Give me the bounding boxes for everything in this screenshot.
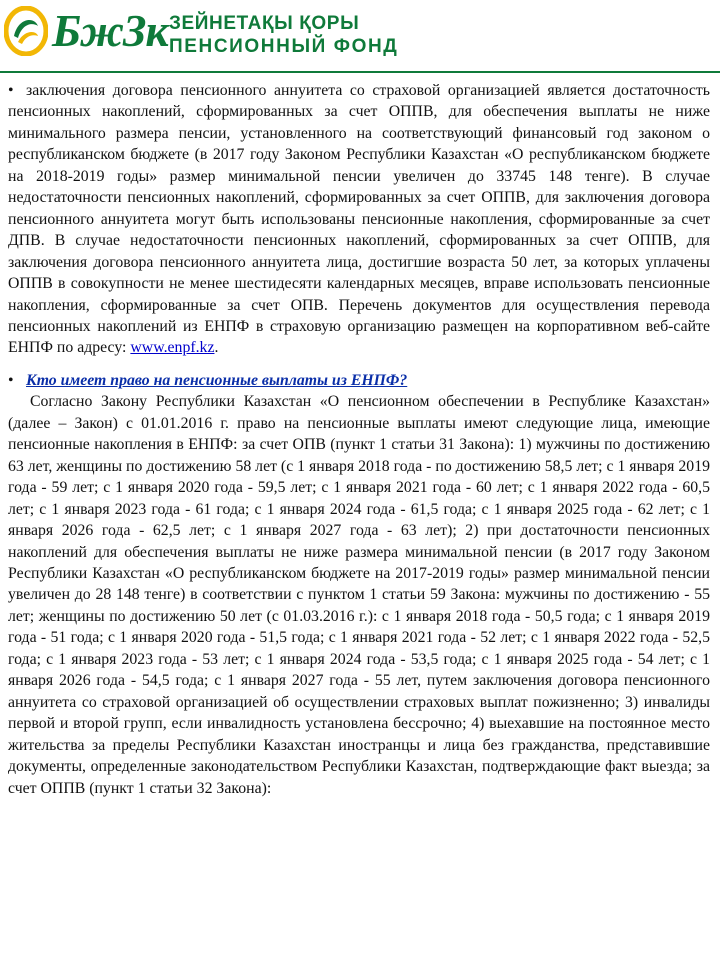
logo[interactable] <box>4 4 399 62</box>
annuity-text: заключения договора пенсионного аннуитета со страховой организацией является достаточность пенсионных накоплений, сформированных за счет ОППВ, для обеспечения выплаты не ниже минимального размера пенсии, установленного на соответствующий финансовый год законом о республиканском бюджете (в 2017 году Законом Республики Казахстан «О республиканском бюджете на 2018-2019 годы» размер минимальной пенсии увеличен до 33745 148 тенге). В случае недостаточности пенсионных накоплений, сформированных за счет ОППВ, для заключения договора пенсионного аннуитета могут быть использованы пенсионные накопления, сформированные за счет ДПВ. В случае недостаточности пенсионных накоплений, сформированных за счет ОППВ, для заключения договора пенсионного аннуитета лица, достигшие возраста 50 лет, за которых уплачены ОППВ в совокупности не менее шестидесяти календарных месяцев, вправе использовать пенсионные накопления, сформированные за счет ОПВ. Перечень документов для осуществления перевода пенсионных накоплений из ЕНПФ в страховую организацию размещен на корпоративном веб-сайте ЕНПФ по адресу: <box>8 82 710 357</box>
enpf-website-link[interactable]: www.enpf.kz <box>130 339 215 357</box>
paragraph-annuity <box>8 80 710 359</box>
org-name-kz: ЗЕЙНЕТАҚЫ ҚОРЫ <box>169 13 360 34</box>
header-divider <box>0 71 720 73</box>
header <box>0 0 720 70</box>
logo-mark: БжЗк <box>52 5 168 56</box>
emblem-icon <box>4 6 48 56</box>
document-body <box>8 80 710 799</box>
annuity-text-end: . <box>214 339 219 357</box>
paragraph-eligibility <box>8 391 710 799</box>
question-heading <box>8 370 710 391</box>
bullet: • <box>8 371 14 389</box>
org-name-ru: ПЕНСИОННЫЙ ФОНД <box>169 36 399 57</box>
eligibility-text: Согласно Закону Республики Казахстан «О пенсионном обеспечении в Республике Казахстан» (далее – Закон) с 01.01.2016 г. право на пенсионные выплаты имеют следующие лица, имеющие пенсионные накопления в ЕНПФ: за счет ОПВ (пункт 1 статьи 31 Закона): 1) мужчины по достижению 63 лет, женщины по достижению 58 лет (с 1 января 2018 года - по достижению 58,5 лет; с 1 января 2019 года - 59 лет; с 1 января 2020 года - 59,5 лет; с 1 января 2021 года - 60 лет; с 1 января 2022 года - 60,5 лет; с 1 января 2023 года - 61 года; с 1 января 2024 года - 61,5 года; с 1 января 2025 года - 62 лет; с 1 января 2026 года - 62,5 лет; с 1 января 2027 года - 63 лет); 2) при достаточности пенсионных накоплений для обеспечения выплаты не ниже размера минимальной пенсии (в 2017 году Законом Республики Казахстан «О республиканском бюджете на 2017-2019 годы» размер минимальной пенсии увеличен до 28 148 тенге) в соответствии с пунктом 1 статьи 59 Закона: мужчины по достижению - 55 лет; женщины по достижению 50 лет (с 01.03.2016 г.): с 1 января 2018 года - 50,5 года; с 1 января 2019 года - 51 года; с 1 января 2020 года - 51,5 года; с 1 января 2021 года - 52 лет; с 1 января 2022 года - 52,5 года; с 1 января 2023 года - 53 лет; с 1 января 2024 года - 53,5 года; с 1 января 2025 года - 54 лет; с 1 января 2026 года - 54,5 года; с 1 января 2027 года - 55 лет, путем заключения договора пенсионного аннуитета со страховой организацией об осуществлении страховых выплат пожизненно; 3) инвалиды первой и второй групп, если инвалидность установлена бессрочно; 4) выехавшие на постоянное место жительства за пределы Республики Казахстан иностранцы и лица без гражданства, представившие документы, определенные законодательством Республики Казахстан, подтверждающие факт выезда; за счет ОППВ (пункт 1 статьи 32 Закона): <box>8 393 710 797</box>
question-link[interactable]: Кто имеет право на пенсионные выплаты из ЕНПФ? <box>26 371 408 389</box>
bullet: • <box>8 82 14 99</box>
